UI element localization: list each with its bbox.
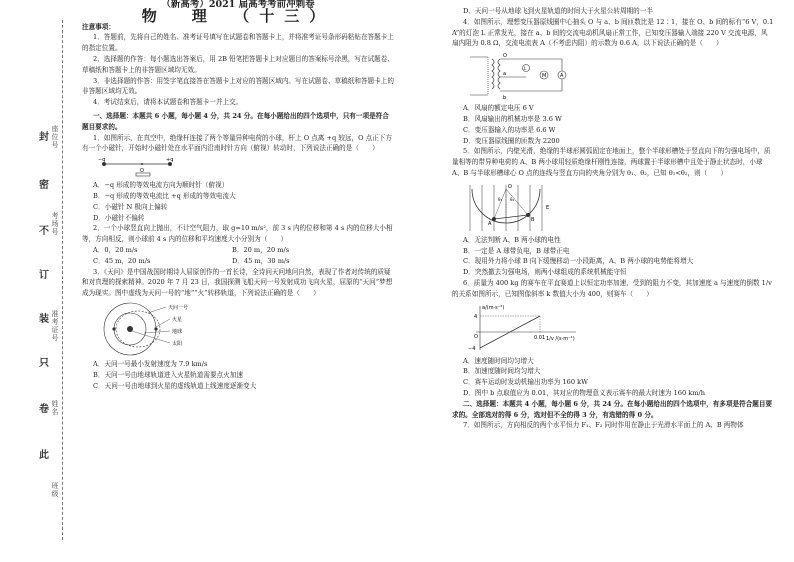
margin-char: 卷 [39, 404, 49, 415]
circuit-label: O [503, 53, 507, 60]
question-6-option-a: A．速度随时间均匀增大 [463, 356, 534, 365]
margin-label-name: 姓名 [51, 400, 59, 416]
transformer-circuit-diagram [466, 51, 576, 101]
question-1-option-b: B．−q 形成的等效电流比 +q 形成的等效电流大 [93, 191, 236, 200]
margin-char: 不 [39, 226, 49, 237]
question-3-option-a: A．天问一号最小发射速度为 7.9 km/s [93, 359, 208, 368]
question-2-options-row1 [82, 245, 394, 256]
question-6-option-b: B．加速度随时间均匀增大 [463, 367, 541, 376]
margin-label-seat: 座位号 [51, 125, 59, 149]
question-1-figure [96, 156, 394, 178]
margin-char: 此 [39, 450, 49, 461]
binding-line [62, 20, 63, 540]
orbit-label: 火星 [172, 316, 183, 323]
question-2-options-row2 [82, 256, 394, 267]
note-item: 4．考试结束后，请将本试题卷和答题卡一并上交。 [93, 98, 243, 107]
margin-label-class: 班级 [51, 482, 59, 498]
circuit-label: M [542, 73, 547, 80]
exam-title: （新高考）2021 届高考考前冲刺卷 [161, 0, 315, 10]
bowl-label: E [546, 204, 550, 211]
graph-label: −4 [468, 345, 476, 352]
bowl-label: O [508, 183, 512, 190]
question-5-option-a: A．无法判断 A、B 两小球的电性 [463, 235, 561, 244]
question-3-option-c: C．天问一号由地球到火星的虚线轨道上线速度逐渐变大 [93, 381, 257, 390]
section-two-heading: 二、选择题：本题共 4 小题，每小题 6 分，共 24 分。在每小题给出的四个选项中，有多项是符合题目要求的。全部选对的得 6 分，选对但不全的得 3 分，有选错的得 0 分。 [452, 399, 773, 419]
question-1-stem: 1．如图所示，在真空中，绝缘杆连接了两个等量异种电荷的小球，杆上 O 点离 +q 较远，O 点正下方有一个小磁针，开始时小磁针处在水平面内沿南时针方向（俯视）转动时，下列说法正确的是（ ） [82, 133, 392, 153]
margin-label-room: 考场号 [51, 212, 59, 236]
circuit-label: b [503, 95, 507, 102]
margin-label-admission: 准考证号 [51, 310, 59, 342]
margin-char: 只 [39, 358, 49, 369]
question-4-stem: 4．如图所示，理想变压器原线圈中心抽头 O 与 a、b 间匝数比是 12∶1，接在 O、b 间的标有“6 V，0.1 A”的灯泡 L 正常发光，接在 a、b 间的交流电动机风扇正常工作，已知变压器输入端接 220 V 交流电源，风扇内阻为 0.8 Ω，交流电流表 A（不考虑内阻）的示数为 0.6 A，以下说法正确的是（ ） [452, 17, 774, 48]
bowl-label: A [488, 220, 492, 227]
graph-label: O [474, 333, 478, 340]
note-item: 1．答题前，先将自己的姓名、准考证号填写在试题卷和答题卡上，并将准考证号条形码粘贴在答题卡上的指定位置。 [82, 33, 394, 53]
exam-subject: 物 理 （十三） [141, 6, 335, 25]
graph-label: 0.01 [534, 334, 546, 341]
note-item: 2．选择题的作答：每小题选出答案后，用 2B 铅笔把答题卡上对应题目的答案标号涂黑，写在试题卷、草稿纸和答题卡上的非答题区域均无效。 [82, 54, 394, 74]
bowl-label: θ₁ [498, 196, 503, 202]
question-2-option-b: B．20 m，20 m/s [232, 245, 290, 254]
question-5-stem: 5．如图所示，内壁光滑，绝缘的半球形圆弧固定在地面上，整个半球形槽处于竖直向下的匀强电场中，质量相等的带异种电荷的 A、B 两小球用轻质绝缘杆刚性连接，两球置于半球形槽中且处于静止状态时，小球 A、B 与半球形槽球心 O 点的连线与竖直方向的夹角分别为 θ₁、θ₂，已知 θ₁<θ₂，则（ ） [452, 147, 771, 177]
question-6-option-d: D．图中 b 点取值应为 0.01，其对应的物理意义表示赛车的最大时速为 160 km/h [463, 388, 706, 397]
question-7-stem: 7．如图所示，方向相反的两个水平恒力 F₁、F₂ 同时作用在静止于光滑水平面上的 A、B 两物体 [463, 421, 744, 430]
question-5-figure [466, 181, 774, 233]
question-1-option-a: A．−q 形成的等效电流方向为顺时针（俯视） [93, 181, 229, 190]
margin-char: 装 [39, 314, 49, 325]
left-column [82, 0, 394, 391]
svg-text:−q: −q [98, 157, 106, 164]
graph-label: a/(m·s⁻²) [482, 304, 505, 311]
orbit-diagram [96, 301, 246, 357]
question-5-option-c: C．现用外力将小球 B 向下缓慢移动一小段距离，A、B 两小球的电势能将增大 [463, 257, 694, 266]
section-one-heading: 一、选择题：本题共 6 小题，每小题 4 分，共 24 分。在每小题给出的四个选项中，只有一项是符合题目要求的。 [82, 111, 389, 131]
question-2-option-d: D．45 m，30 m/s [232, 256, 290, 265]
question-5-option-b: B．一定是 A 球带负电，B 球带正电 [463, 246, 570, 255]
charged-rod-diagram [96, 156, 236, 178]
question-4-option-c: C．变压器输入的功率是 6.6 W [463, 125, 556, 134]
binding-margin [0, 0, 78, 562]
question-3-option-d: D．天问一号从地球飞到火星轨道的时间大于火星公转周期的一半 [463, 7, 653, 15]
margin-char: 封 [39, 132, 49, 143]
question-3-figure [96, 301, 394, 357]
question-4-figure [466, 51, 774, 101]
orbit-label: 太阳 [172, 340, 183, 347]
circuit-label: A [560, 73, 564, 80]
bowl-label: B [531, 216, 535, 223]
margin-char: 订 [39, 270, 49, 281]
margin-char: 密 [39, 180, 49, 191]
hemisphere-bowl-diagram [466, 181, 556, 233]
circuit-label: L [524, 66, 527, 72]
acceleration-graph [466, 302, 596, 354]
question-2-stem: 2．一个小球竖直向上抛出，不计空气阻力，取 g=10 m/s²，前 3 s 内的位移和第 4 s 内的位移大小相等，方向相反，则小球前 4 s 内的位移和平均速度大小分别为（ ） [82, 224, 393, 244]
orbit-label: 天问一号 [168, 304, 189, 311]
graph-label: 4 [474, 313, 478, 320]
question-4-option-b: B．风扇输出的机械功率是 3.6 W [463, 114, 562, 123]
question-3-stem: 3．《天问》是中国战国时期诗人屈原创作的一首长诗，全诗问天问地问自然，表现了作者对传统的质疑和对真理的探索精神。2020 年 7 月 23 日，我国探测飞船天问一号发射成功飞向火星，屈原的“天问”梦想成为现实。图中虚线为天问一号的“地”“火”转移轨道，下列说法正确的是（ ） [82, 267, 393, 298]
question-5-option-d: D．突然撤去匀强电场，则两小球组成的系统机械能守恒 [463, 268, 627, 277]
note-item: 3．非选择题的作答：用签字笔直接答在答题卡上对应的答题区域内。写在试题卷、草稿纸和答题卡上的非答题区域均无效。 [82, 76, 394, 96]
question-6-figure [466, 302, 774, 354]
bowl-label: θ₂ [510, 196, 515, 202]
svg-text:O: O [140, 168, 144, 175]
question-4-option-d: D．变压器原线圈的匝数为 2200 [463, 136, 560, 145]
svg-text:+q: +q [166, 157, 174, 164]
question-6-option-c: C．赛车运动时发动机输出功率为 160 kW [463, 378, 588, 387]
question-6-stem: 6．质量为 400 kg 的赛车在平直赛道上以恒定功率加速，受到的阻力不变，其加速度 a 与速度的倒数 1/v 的关系如图所示，已知图像斜率 k 数值大小为 400，则赛车（ ） [452, 278, 772, 298]
question-4-option-a: A．风扇的额定电压 6 V [463, 104, 534, 113]
question-1-option-d: D．小磁针不偏转 [93, 213, 145, 222]
right-column [452, 6, 774, 431]
question-1-option-c: C．小磁针 N 极向上偏转 [93, 202, 168, 211]
circuit-label: a [503, 71, 507, 78]
notes-heading: 注意事项： [82, 22, 115, 31]
orbit-label: 地球 [172, 328, 183, 335]
question-3-option-b: B．天问一号由地球轨道进入火星轨道需要点火加速 [93, 370, 243, 379]
question-2-option-c: C．45 m，20 m/s [93, 256, 151, 265]
question-2-option-a: A．0，20 m/s [93, 245, 138, 254]
graph-label: 1/v /(s·m⁻¹) [546, 335, 575, 342]
